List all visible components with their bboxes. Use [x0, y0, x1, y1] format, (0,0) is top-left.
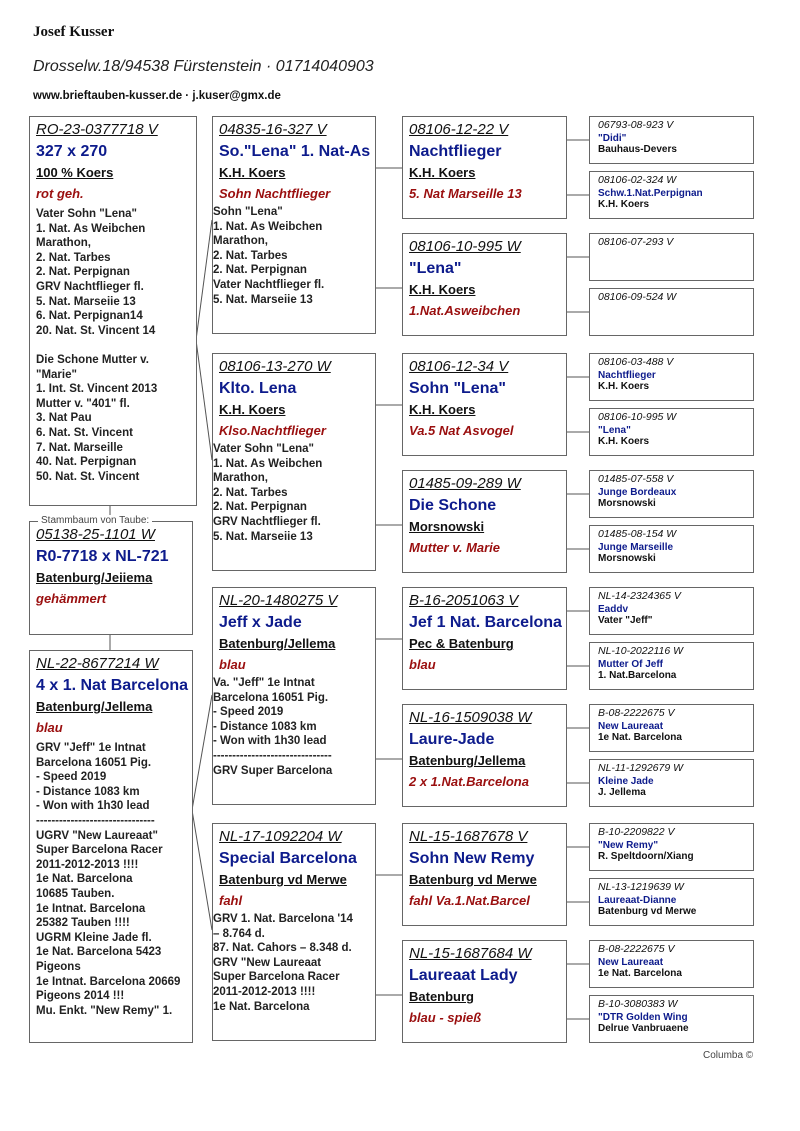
pigeon-notes: Sohn "Lena" 1. Nat. As Weibchen Marathon, 2. Nat. Tarbes 2. Nat. Perpignan Vater Nachtflieger fl. 5. Nat. Marseiie 13 — [213, 206, 325, 306]
great-grandparent-box — [589, 408, 754, 456]
pigeon-name: 4 x 1. Nat Barcelona — [36, 677, 189, 694]
pigeon-notes: Vater Sohn "Lena" 1. Nat. As Weibchen Marathon, 2. Nat. Tarbes 2. Nat. Perpignan GRV Nachtflieger fl. 5. Nat. Marseiie 13 6. Nat. Perpignan14 20. Nat. St. Vincent 14 Die Schone Mutter v. "Marie" 1. Int. St. Vincent 2013 Mutter v. "401" fl. 3. Nat Pau 6. Nat. St. Vincent 7. Nat. Marseille 40. Nat. Perpignan 50. Nat. St. Vincent — [36, 208, 158, 483]
pigeon-ring: NL-16-1509038 W — [409, 709, 532, 726]
pigeon-name: New Laureaat — [598, 957, 664, 968]
pigeon-ring: 08106-09-524 W — [598, 291, 677, 303]
pigeon-ring: NL-11-1292679 W — [598, 762, 684, 774]
pigeon-name: Junge Marseille — [598, 542, 674, 553]
grandparent-box — [402, 116, 567, 219]
pigeon-name: R0-7718 x NL-721 — [36, 548, 169, 565]
pigeon-breeder: Batenburg/Jellema — [219, 636, 336, 651]
pigeon-name: New Laureaat — [598, 721, 664, 732]
grandparent-box — [402, 940, 567, 1043]
pigeon-ring: B-08-2222675 V — [598, 707, 675, 719]
grandparent-box — [402, 704, 567, 807]
pigeon-name: Jef 1 Nat. Barcelona — [409, 614, 562, 631]
great-grandparent-box — [589, 233, 754, 281]
pigeon-ring: 05138-25-1101 W — [36, 526, 155, 543]
great-grandparent-box — [589, 995, 754, 1043]
great-grandparent-box — [589, 288, 754, 336]
pigeon-name: "Didi" — [598, 133, 627, 144]
pigeon-name: "Lena" — [598, 425, 631, 436]
pigeon-ring: 01485-09-289 W — [409, 475, 521, 492]
great-grandparent-box — [589, 642, 754, 690]
parent-box — [212, 353, 376, 571]
pigeon-breeder: Batenburg vd Merwe — [219, 872, 347, 887]
pigeon-breeder: Batenburg/Jellema — [409, 753, 526, 768]
pigeon-ring: 08106-10-995 W — [409, 238, 521, 255]
pigeon-name: Nachtflieger — [409, 143, 502, 160]
great-grandparent-box — [589, 353, 754, 401]
connector-line — [192, 695, 212, 810]
pigeon-breeder: K.H. Koers — [219, 165, 286, 180]
pigeon-color: blau — [409, 657, 436, 672]
pigeon-notes: Va. "Jeff" 1e Intnat Barcelona 16051 Pig. - Speed 2019 - Distance 1083 km - Won with 1h30 lead ------------------------------- GRV Super Barcelona — [213, 677, 333, 777]
subject-box — [29, 521, 193, 635]
pigeon-color: fahl — [219, 893, 243, 908]
great-grandparent-box — [589, 823, 754, 871]
pigeon-ring: 01485-07-558 V — [598, 473, 674, 485]
great-grandparent-box — [589, 525, 754, 573]
pigeon-breeder: Pec & Batenburg — [409, 636, 514, 651]
pigeon-breeder: Batenburg vd Merwe — [598, 906, 697, 917]
pigeon-breeder: Delrue Vanbruaene — [598, 1023, 689, 1034]
parent-box — [212, 587, 376, 805]
pigeon-name: Kleine Jade — [598, 776, 654, 787]
pigeon-ring: 08106-12-34 V — [409, 358, 509, 375]
pigeon-ring: RO-23-0377718 V — [36, 121, 158, 138]
pigeon-breeder: Bauhaus-Devers — [598, 144, 677, 155]
pigeon-name: Klto. Lena — [219, 380, 297, 397]
parent-box — [212, 116, 376, 334]
pigeon-ring: B-16-2051063 V — [409, 592, 519, 609]
owner-contact: www.brieftauben-kusser.de · j.kuser@gmx.de — [33, 90, 281, 102]
pigeon-ring: 08106-10-995 W — [598, 411, 677, 423]
pigeon-ring: B-10-3080383 W — [598, 998, 678, 1010]
pigeon-breeder: 1. Nat.Barcelona — [598, 670, 677, 681]
pigeon-ring: 01485-08-154 W — [598, 528, 677, 540]
pigeon-name: Die Schone — [409, 497, 497, 514]
pigeon-ring: B-08-2222675 V — [598, 943, 675, 955]
pigeon-name: So."Lena" 1. Nat-As — [219, 143, 371, 160]
great-grandparent-box — [589, 878, 754, 926]
sire-box — [29, 116, 197, 506]
pigeon-ring: 08106-02-324 W — [598, 174, 677, 186]
pigeon-breeder: K.H. Koers — [598, 199, 650, 210]
owner-name: Josef Kusser — [33, 24, 115, 40]
grandparent-box — [402, 233, 567, 336]
pigeon-breeder: Vater "Jeff" — [598, 615, 653, 626]
owner-address: Drosselw.18/94538 Fürstenstein · 01714040903 — [33, 58, 374, 75]
great-grandparent-box — [589, 940, 754, 988]
great-grandparent-box — [589, 704, 754, 752]
pigeon-ring: B-10-2209822 V — [598, 826, 675, 838]
pigeon-color: Klso.Nachtflieger — [219, 423, 326, 438]
great-grandparent-box — [589, 171, 754, 219]
pigeon-ring: NL-13-1219639 W — [598, 881, 684, 893]
pigeon-ring: NL-17-1092204 W — [219, 828, 342, 845]
pigeon-name: Junge Bordeaux — [598, 487, 677, 498]
footer-credit: Columba © — [703, 1050, 754, 1061]
pigeon-name: Jeff x Jade — [219, 614, 302, 631]
pigeon-notes: GRV 1. Nat. Barcelona '14 – 8.764 d. 87. Nat. Cahors – 8.348 d. GRV "New Laureaat Super Barcelona Racer 2011-2012-2013 !!!! 1e Nat. Barcelona — [213, 913, 353, 1013]
grandparent-box — [402, 587, 567, 690]
pigeon-notes: GRV "Jeff" 1e Intnat Barcelona 16051 Pig. - Speed 2019 - Distance 1083 km - Won with 1h30 lead ------------------------------- UGRV "New Laureaat" Super Barcelona Racer 2011-2012-2013 !!!! 1e Nat. Barcelona 10685 Tauben. 1e Intnat. Barcelona 25382 Tauben !!!! UGRM Kleine Jade fl. 1e Nat. Barcelona 5423 Pigeons 1e Intnat. Barcelona 20669 Pigeons 2014 !!! Mu. Enkt. "New Remy" 1. — [36, 742, 181, 1017]
great-grandparent-box — [589, 759, 754, 807]
grandparent-box — [402, 353, 567, 456]
pigeon-breeder: K.H. Koers — [409, 165, 476, 180]
pigeon-name: Sohn "Lena" — [409, 380, 506, 397]
pigeon-name: Laure-Jade — [409, 731, 495, 748]
pigeon-ring: 06793-08-923 V — [598, 119, 674, 131]
pigeon-breeder: Morsnowski — [598, 553, 656, 564]
pigeon-breeder: Batenburg vd Merwe — [409, 872, 537, 887]
connector-line — [192, 810, 212, 930]
pigeon-ring: 08106-03-488 V — [598, 356, 674, 368]
pigeon-color: 5. Nat Marseille 13 — [409, 186, 522, 201]
pigeon-breeder: K.H. Koers — [219, 402, 286, 417]
pigeon-ring: 04835-16-327 V — [219, 121, 327, 138]
pigeon-color: gehämmert — [36, 591, 107, 606]
great-grandparent-box — [589, 116, 754, 164]
subject-legend: Stammbaum von Taube: — [38, 515, 152, 526]
pigeon-name: Sohn New Remy — [409, 850, 535, 867]
pigeon-ring: NL-14-2324365 V — [598, 590, 681, 602]
pigeon-breeder: K.H. Koers — [409, 402, 476, 417]
pigeon-name: 327 x 270 — [36, 143, 108, 160]
pigeon-name: "New Remy" — [598, 840, 659, 851]
pigeon-ring: NL-10-2022116 W — [598, 645, 684, 657]
pigeon-name: Special Barcelona — [219, 850, 357, 867]
pigeon-name: Mutter Of Jeff — [598, 659, 663, 670]
great-grandparent-box — [589, 470, 754, 518]
pigeon-name: "DTR Golden Wing — [598, 1012, 688, 1023]
pigeon-breeder: Morsnowski — [409, 519, 485, 534]
pigeon-name: Eaddv — [598, 604, 629, 615]
pigeon-color: Va.5 Nat Asvogel — [409, 423, 514, 438]
pigeon-color: Mutter v. Marie — [409, 540, 501, 555]
grandparent-box — [402, 470, 567, 573]
pigeon-ring: 08106-13-270 W — [219, 358, 331, 375]
pigeon-breeder: Morsnowski — [598, 498, 656, 509]
pigeon-ring: NL-20-1480275 V — [219, 592, 338, 609]
pigeon-color: 2 x 1.Nat.Barcelona — [409, 774, 529, 789]
pigeon-breeder: R. Speltdoorn/Xiang — [598, 851, 694, 862]
pigeon-ring: 08106-12-22 V — [409, 121, 509, 138]
pigeon-breeder: K.H. Koers — [409, 282, 476, 297]
pigeon-name: Laureaat-Dianne — [598, 895, 677, 906]
connector-line — [196, 340, 212, 460]
pigeon-ring: NL-15-1687684 W — [409, 945, 532, 962]
pigeon-breeder: K.H. Koers — [598, 436, 650, 447]
dam-box — [29, 650, 193, 1043]
pigeon-breeder: Batenburg/Jellema — [36, 699, 153, 714]
pigeon-name: Laureaat Lady — [409, 967, 518, 984]
pigeon-breeder: K.H. Koers — [598, 381, 650, 392]
pigeon-breeder: 100 % Koers — [36, 165, 114, 180]
connector-line — [196, 220, 212, 340]
pigeon-notes: Vater Sohn "Lena" 1. Nat. As Weibchen Marathon, 2. Nat. Tarbes 2. Nat. Perpignan GRV Nachtflieger fl. 5. Nat. Marseiie 13 — [213, 443, 323, 543]
pigeon-ring: 08106-07-293 V — [598, 236, 674, 248]
pigeon-color: blau - spieß — [409, 1010, 482, 1025]
pigeon-breeder: J. Jellema — [598, 787, 646, 798]
pigeon-color: fahl Va.1.Nat.Barcel — [409, 893, 530, 908]
pigeon-color: blau — [36, 720, 63, 735]
grandparent-box — [402, 823, 567, 926]
parent-box — [212, 823, 376, 1041]
pigeon-breeder: 1e Nat. Barcelona — [598, 968, 682, 979]
pigeon-breeder: Batenburg/Jeiiema — [36, 570, 153, 585]
pigeon-color: rot geh. — [36, 186, 84, 201]
pigeon-color: 1.Nat.Asweibchen — [409, 303, 521, 318]
pigeon-color: Sohn Nachtflieger — [219, 186, 331, 201]
pigeon-ring: NL-15-1687678 V — [409, 828, 528, 845]
pigeon-name: "Lena" — [409, 260, 462, 277]
pigeon-breeder: 1e Nat. Barcelona — [598, 732, 682, 743]
pigeon-name: Nachtflieger — [598, 370, 656, 381]
great-grandparent-box — [589, 587, 754, 635]
pigeon-ring: NL-22-8677214 W — [36, 655, 159, 672]
pigeon-breeder: Batenburg — [409, 989, 474, 1004]
pigeon-color: blau — [219, 657, 246, 672]
pigeon-name: Schw.1.Nat.Perpignan — [598, 188, 703, 199]
